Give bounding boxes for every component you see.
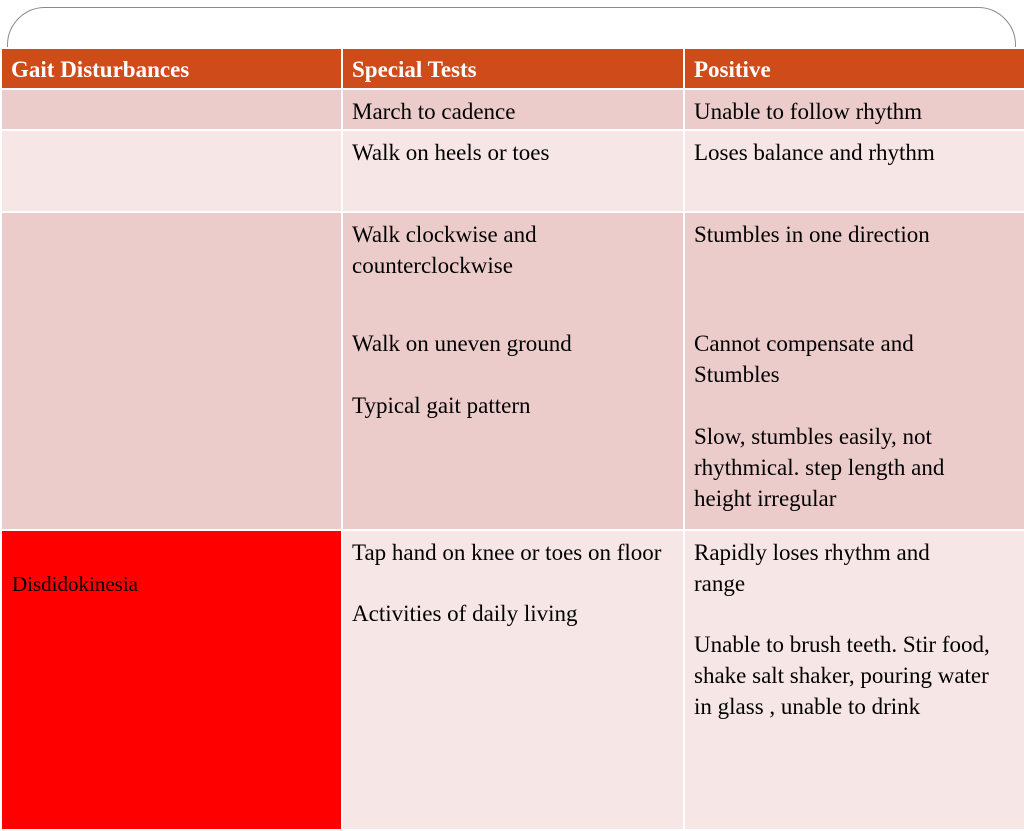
test-cell: Walk on heels or toes [342, 130, 684, 212]
disturbance-cell [1, 212, 342, 530]
positive-text: Slow, stumbles easily, not rhythmical. step length and height irregular [694, 424, 945, 511]
table-row [1, 212, 1024, 530]
positive-text: Unable to brush teeth. Stir food, shake salt shaker, pouring water in glass , unable to drink [694, 632, 990, 719]
gait-tests-table [0, 47, 1024, 831]
positive-text: Cannot compensate and Stumbles [694, 331, 914, 387]
test-text: Activities of daily living [352, 601, 578, 626]
test-text: Tap hand on knee or toes on floor [352, 540, 662, 565]
positive-text: Stumbles in one direction [694, 222, 930, 247]
positive-cell: Unable to follow rhythm [684, 89, 1024, 130]
test-text: Typical gait pattern [352, 393, 531, 418]
table-row [1, 530, 1024, 830]
positive-cell [684, 530, 1024, 830]
test-cell [342, 212, 684, 530]
header-row [1, 48, 1024, 89]
table-row [1, 89, 1024, 130]
table-row [1, 130, 1024, 212]
disturbance-cell [1, 89, 342, 130]
header-gait-disturbances: Gait Disturbances [1, 48, 342, 89]
test-cell: March to cadence [342, 89, 684, 130]
positive-cell [684, 212, 1024, 530]
header-positive: Positive [684, 48, 1024, 89]
disturbance-cell: Disdidokinesia [1, 530, 342, 830]
disturbance-cell [1, 130, 342, 212]
header-special-tests: Special Tests [342, 48, 684, 89]
positive-cell: Loses balance and rhythm [684, 130, 1024, 212]
test-cell [342, 530, 684, 830]
test-text: Walk on uneven ground [352, 331, 572, 356]
positive-text: Rapidly loses rhythm and range [694, 540, 930, 596]
test-text: Walk clockwise and counterclockwise [352, 222, 537, 278]
